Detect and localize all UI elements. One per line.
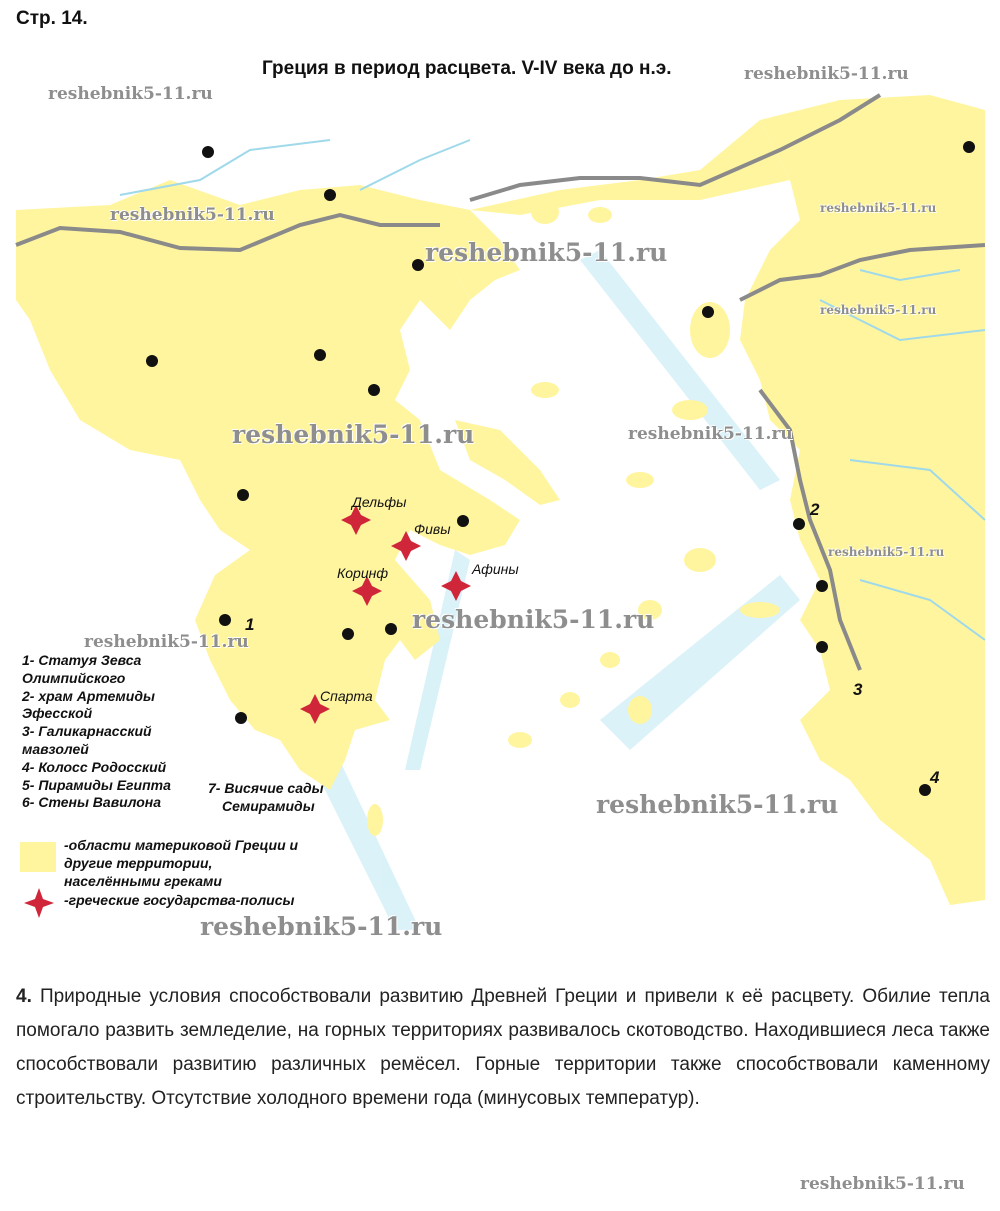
legend-area-swatch: [20, 842, 56, 872]
city-label-thebes: Фивы: [414, 521, 451, 537]
city-label-corinth: Коринф: [337, 565, 389, 581]
legend-star-icon: [22, 886, 56, 920]
watermark: reshebnik5-11.ru: [744, 64, 909, 84]
watermark: reshebnik5-11.ru: [596, 790, 839, 819]
watermark: reshebnik5-11.ru: [84, 632, 249, 652]
wonder-number: 3: [853, 680, 863, 699]
key-line: 6- Стены Вавилона: [22, 794, 162, 811]
page-label: Стр. 14.: [16, 8, 88, 29]
wonders-key-extra: [208, 780, 324, 816]
watermark: reshebnik5-11.ru: [200, 912, 443, 941]
legend-star-label: -греческие государства-полисы: [64, 892, 295, 908]
watermark: reshebnik5-11.ru: [48, 84, 213, 104]
key-line: 7- Висячие сады: [208, 780, 324, 796]
watermark: reshebnik5-11.ru: [628, 424, 793, 444]
watermark: reshebnik5-11.ru: [820, 201, 937, 215]
key-line: 4- Колосс Родосский: [22, 758, 167, 775]
legend-area-label: -области материковой Греции и другие территории, населёнными греками: [64, 837, 299, 889]
key-line: Семирамиды: [222, 797, 315, 814]
answer-text: Природные условия способствовали развитию Древней Греции и привели к её расцвету. Обилие тепла помогало развить земледелие, на горных территориях развивалось скотоводство. Находившиеся леса также способствовали развитию различных ремёсел. Горные территории также способствовали каменному строительству. Отсутствие холодного времени года (минусовых температур).: [16, 986, 990, 1109]
watermark: reshebnik5-11.ru: [828, 545, 945, 559]
key-line: 5- Пирамиды Египта: [22, 776, 171, 793]
watermark: reshebnik5-11.ru: [820, 303, 937, 317]
watermark: reshebnik5-11.ru: [232, 420, 475, 449]
wonder-number: 4: [930, 768, 940, 787]
wonder-number: 1: [245, 615, 255, 634]
key-line: 1- Статуя Зевса: [22, 652, 142, 668]
watermark: reshebnik5-11.ru: [412, 605, 655, 634]
key-line: мавзолей: [22, 740, 89, 757]
answer-paragraph: [16, 980, 990, 1116]
wonders-key: [22, 652, 232, 812]
wonder-number: 2: [810, 500, 820, 519]
watermark: reshebnik5-11.ru: [425, 238, 668, 267]
watermark: reshebnik5-11.ru: [110, 205, 275, 225]
key-line: 2- храм Артемиды: [22, 687, 155, 704]
city-label-sparta: Спарта: [320, 688, 373, 704]
watermark: reshebnik5-11.ru: [800, 1174, 965, 1194]
key-line: Эфесской: [22, 705, 93, 722]
city-label-athens: Афины: [472, 561, 519, 577]
key-line: 3- Галикарнасский: [22, 723, 152, 740]
city-label-delphi: Дельфы: [352, 494, 407, 510]
key-line: Олимпийского: [22, 669, 126, 686]
map-title: Греция в период расцвета. V-IV века до н.э.: [262, 58, 672, 79]
answer-number: 4.: [16, 986, 32, 1007]
